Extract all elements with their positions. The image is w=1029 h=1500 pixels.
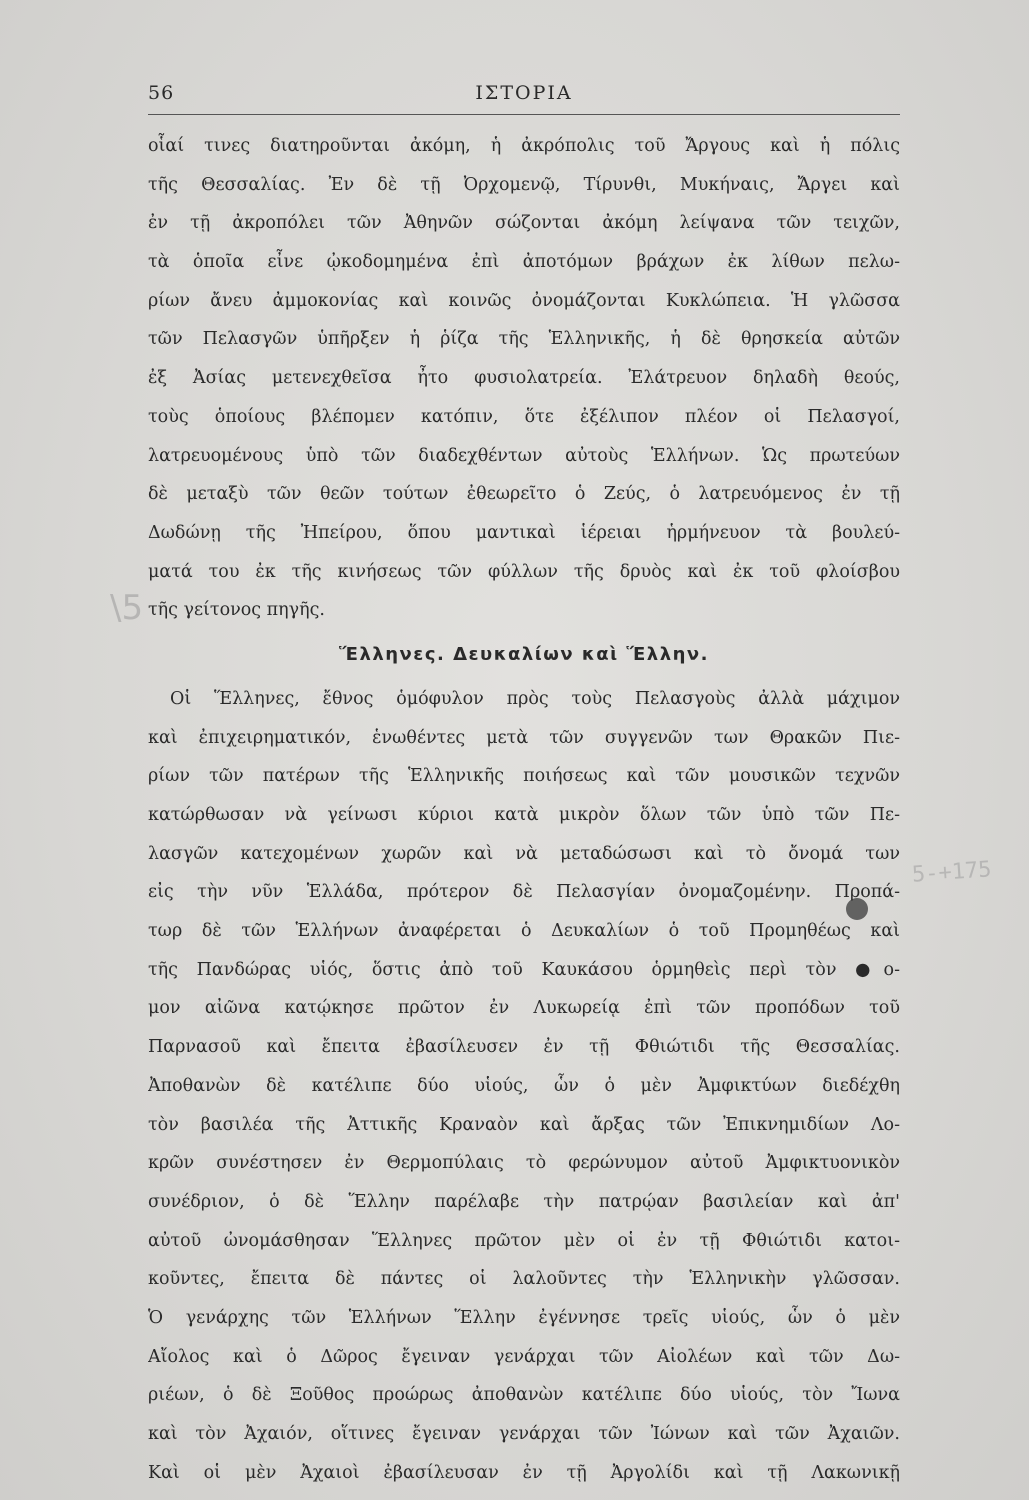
text-line: Αἴολος καὶ ὁ Δῶρος ἔγειναν γενάρχαι τῶν Αἰολέων καὶ τῶν Δω- [148,1346,900,1367]
text-line: Οἱ Ἕλληνες, ἔθνος ὁμόφυλον πρὸς τοὺς Πελασγοὺς ἀλλὰ μάχιμον [170,688,900,709]
text-line: τὸν βασιλέα τῆς Ἀττικῆς Κραναὸν καὶ ἄρξας τῶν Ἐπικνημιδίων Λο- [148,1114,900,1135]
text-line: δὲ μεταξὺ τῶν θεῶν τούτων ἐθεωρεῖτο ὁ Ζεύς, ὁ λατρευόμενος ἐν τῇ [148,484,900,505]
paragraph [148,127,900,630]
text-line: μον αἰῶνα κατῴκησε πρῶτον ἐν Λυκωρείᾳ ἐπὶ τῶν προπόδων τοῦ [148,998,900,1019]
text-line: ἐξ Ἀσίας μετενεχθεῖσα ἦτο φυσιολατρεία. Ἐλάτρευον δηλαδὴ θεούς, [148,368,900,389]
paragraph [148,680,900,1492]
text-line: κρῶν συνέστησεν ἐν Θερμοπύλαις τὸ φερώνυμον αὐτοῦ Ἀμφικτυονικὸν [148,1153,900,1174]
text-line: τὰ ὁποῖα εἶνε ᾠκοδομημένα ἐπὶ ἀποτόμων βράχων ἐκ λίθων πελω- [148,252,900,273]
text-line: Παρνασοῦ καὶ ἔπειτα ἐβασίλευσεν ἐν τῇ Φθιώτιδι τῆς Θεσσαλίας. [148,1037,900,1058]
text-line: κοῦντες, ἔπειτα δὲ πάντες οἱ λαλοῦντες τὴν Ἑλληνικὴν γλῶσσαν. [148,1269,900,1290]
text-line: Καὶ οἱ μὲν Ἀχαιοὶ ἐβασίλευσαν ἐν τῇ Ἀργολίδι καὶ τῇ Λακωνικῇ [148,1462,900,1483]
text-line: Δωδώνῃ τῆς Ἠπείρου, ὅπου μαντικαὶ ἱέρειαι ἡρμήνευον τὰ βουλεύ- [148,522,900,543]
text-line: τῆς γείτονος πηγῆς. [148,600,325,621]
text-line: καὶ ἐπιχειρηματικόν, ἑνωθέντες μετὰ τῶν συγγενῶν των Θρακῶν Πιε- [148,727,900,748]
text-line: τοὺς ὁποίους βλέπομεν κατόπιν, ὅτε ἐξέλιπον πλέον οἱ Πελασγοί, [148,406,900,427]
text-line: ρίων τῶν πατέρων τῆς Ἑλληνικῆς ποιήσεως καὶ τῶν μουσικῶν τεχνῶν [148,766,900,787]
text-line: κατώρθωσαν νὰ γείνωσι κύριοι κατὰ μικρὸν ὅλων τῶν ὑπὸ τῶν Πε- [148,805,900,825]
text-line: οἷαί τινες διατηροῦνται ἀκόμη, ἡ ἀκρόπολις τοῦ Ἄργους καὶ ἡ πόλις [148,136,900,156]
text-line: συνέδριον, ὁ δὲ Ἕλλην παρέλαβε τὴν πατρῴαν βασιλείαν καὶ ἀπ' [148,1191,900,1212]
text-line: εἰς τὴν νῦν Ἑλλάδα, πρότερον δὲ Πελασγίαν ὀνομαζομένην. Προπά- [148,882,900,903]
pencil-mark: \5 [110,588,144,628]
text-line: αὐτοῦ ὠνομάσθησαν Ἕλληνες πρῶτον μὲν οἱ ἐν τῇ Φθιώτιδι κατοι- [148,1230,900,1251]
text-line: τῆς Θεσσαλίας. Ἐν δὲ τῇ Ὀρχομενῷ, Τίρυνθι, Μυκήναις, Ἄργει καὶ [148,174,900,195]
text-line: λασγῶν κατεχομένων χωρῶν καὶ νὰ μεταδώσωσι καὶ τὸ ὄνομά των [148,843,900,864]
page-number: 56 [148,82,175,104]
text-line: ἐν τῇ ἀκροπόλει τῶν Ἀθηνῶν σώζονται ἀκόμη λείψανα τῶν τειχῶν, [148,213,900,234]
text-line: ριέων, ὁ δὲ Ξοῦθος προώρως ἀποθανὼν κατέλιπε δύο υἱούς, τὸν Ἴωνα [148,1385,900,1406]
text-line: Ὁ γενάρχης τῶν Ἑλλήνων Ἕλλην ἐγέννησε τρεῖς υἱούς, ὧν ὁ μὲν [148,1307,900,1328]
page-header [148,80,900,115]
text-line: λατρευομένους ὑπὸ τῶν διαδεχθέντων αὐτοὺς Ἑλλήνων. Ὡς πρωτεύων [148,445,900,466]
body-text [148,127,900,1492]
text-line: ρίων ἄνευ ἀμμοκονίας καὶ κοινῶς ὀνομάζονται Κυκλώπεια. Ἡ γλῶσσα [148,290,900,311]
text-line: ματά του ἐκ τῆς κινήσεως τῶν φύλλων τῆς δρυὸς καὶ ἐκ τοῦ φλοίσβου [148,561,900,582]
margin-note: 5-+175 [911,857,993,888]
section-heading: Ἕλληνες. Δευκαλίων καὶ Ἕλλην. [339,643,709,665]
text-line: Ἀποθανὼν δὲ κατέλιπε δύο υἱούς, ὧν ὁ μὲν Ἀμφικτύων διεδέχθη [148,1075,900,1096]
text-line: τῆς Πανδώρας υἱός, ὅστις ἀπὸ τοῦ Καυκάσου ὁρμηθεὶς περὶ τὸν ●ο- [148,959,900,980]
text-line: τῶν Πελασγῶν ὑπῆρξεν ἡ ῥίζα τῆς Ἑλληνικῆς, ἡ δὲ θρησκεία αὐτῶν [148,329,900,350]
text-line: καὶ τὸν Ἀχαιόν, οἵτινες ἔγειναν γενάρχαι τῶν Ἰώνων καὶ τῶν Ἀχαιῶν. [148,1424,900,1444]
running-title: ΙΣΤΟΡΙΑ [475,82,573,104]
text-line: τωρ δὲ τῶν Ἑλλήνων ἀναφέρεται ὁ Δευκαλίων ὁ τοῦ Προμηθέως καὶ [148,921,900,942]
